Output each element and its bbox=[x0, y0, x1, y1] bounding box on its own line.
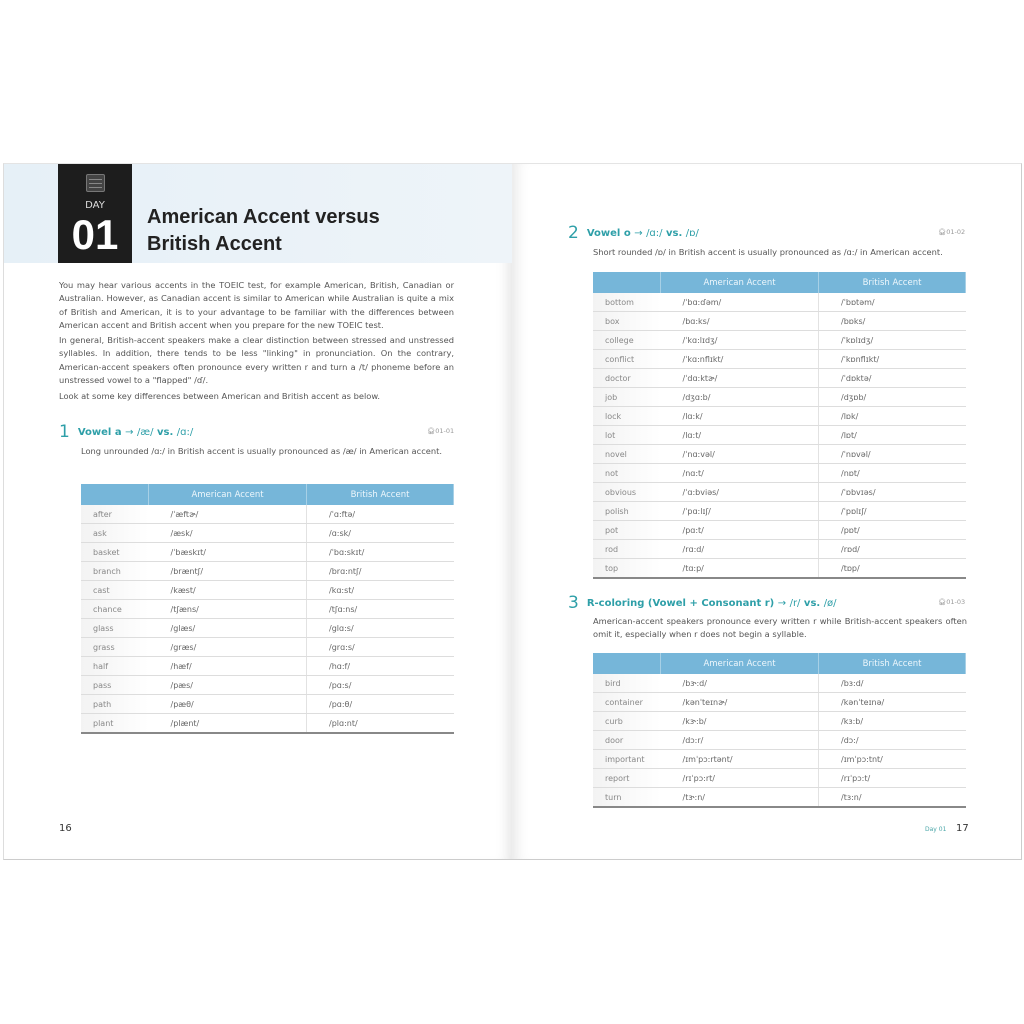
title-line-1: American Accent versus bbox=[147, 206, 380, 228]
word-cell: novel bbox=[593, 445, 661, 464]
british-ipa-cell: /rɪˈpɔ:t/ bbox=[819, 769, 966, 788]
ipa-a: /æ/ bbox=[136, 427, 154, 438]
section-number: 3 bbox=[568, 593, 579, 613]
table-row bbox=[81, 657, 454, 676]
american-ipa-cell: /lɑ:t/ bbox=[661, 426, 819, 445]
british-ipa-cell: /bɒks/ bbox=[819, 312, 966, 331]
table-row bbox=[81, 600, 454, 619]
section-title: R-coloring (Vowel + Consonant r) bbox=[586, 598, 775, 609]
word-cell: box bbox=[593, 312, 661, 331]
word-cell: grass bbox=[81, 638, 149, 657]
british-ipa-cell: /tɜ:n/ bbox=[819, 788, 966, 808]
table-row bbox=[81, 676, 454, 695]
british-ipa-cell: /lɒk/ bbox=[819, 407, 966, 426]
track-id: 01-02 bbox=[946, 228, 966, 236]
british-ipa-cell: /ˈbɒtəm/ bbox=[819, 293, 966, 312]
british-ipa-cell: /brɑ:ntʃ/ bbox=[307, 562, 454, 581]
word-cell: turn bbox=[593, 788, 661, 808]
arrow: → bbox=[634, 228, 643, 239]
table-row bbox=[593, 674, 966, 693]
british-ipa-cell: /ˈɑ:ftə/ bbox=[307, 505, 454, 524]
british-ipa-cell: /rɒd/ bbox=[819, 540, 966, 559]
word-cell: report bbox=[593, 769, 661, 788]
word-cell: basket bbox=[81, 543, 149, 562]
word-cell: container bbox=[593, 693, 661, 712]
american-ipa-cell: /pɑ:t/ bbox=[661, 521, 819, 540]
vs: vs. bbox=[156, 427, 174, 438]
american-ipa-cell: /dʒɑ:b/ bbox=[661, 388, 819, 407]
table-row bbox=[593, 788, 966, 808]
british-ipa-cell: /ˈkɒnflɪkt/ bbox=[819, 350, 966, 369]
american-ipa-cell: /ˈkɑ:nflɪkt/ bbox=[661, 350, 819, 369]
table-row bbox=[593, 521, 966, 540]
british-ipa-cell: /kənˈteɪnə/ bbox=[819, 693, 966, 712]
word-cell: pass bbox=[81, 676, 149, 695]
right-page bbox=[512, 163, 1022, 860]
section-title: Vowel o bbox=[586, 228, 631, 239]
table-row bbox=[593, 388, 966, 407]
table-row bbox=[593, 483, 966, 502]
british-ipa-cell: /glɑ:s/ bbox=[307, 619, 454, 638]
table-row bbox=[81, 543, 454, 562]
arrow: → bbox=[777, 598, 787, 609]
word-cell: important bbox=[593, 750, 661, 769]
american-ipa-cell: /ˈpɑ:lɪʃ/ bbox=[661, 502, 819, 521]
american-ipa-cell: /nɑ:t/ bbox=[661, 464, 819, 483]
word-cell: after bbox=[81, 505, 149, 524]
left-page bbox=[3, 163, 513, 860]
track-id: 01-01 bbox=[435, 427, 455, 435]
column-header: British Accent bbox=[819, 653, 966, 674]
headphones-icon: 🎧︎ bbox=[938, 228, 947, 236]
ipa-b: /ø/ bbox=[823, 598, 837, 609]
table-row bbox=[81, 695, 454, 714]
section-2-heading bbox=[568, 223, 699, 243]
word-cell: lot bbox=[593, 426, 661, 445]
table-row bbox=[81, 714, 454, 734]
accent-table-3 bbox=[593, 653, 966, 808]
table-row bbox=[593, 407, 966, 426]
american-ipa-cell: /bræntʃ/ bbox=[149, 562, 307, 581]
british-ipa-cell: /tʃɑ:ns/ bbox=[307, 600, 454, 619]
table-row bbox=[593, 426, 966, 445]
word-cell: path bbox=[81, 695, 149, 714]
american-ipa-cell: /lɑ:k/ bbox=[661, 407, 819, 426]
american-ipa-cell: /pæθ/ bbox=[149, 695, 307, 714]
american-ipa-cell: /tɝ:n/ bbox=[661, 788, 819, 808]
column-header: British Accent bbox=[307, 484, 454, 505]
table-row bbox=[593, 750, 966, 769]
page-number: 16 bbox=[59, 823, 72, 834]
section-1-description: Long unrounded /ɑ:/ in British accent is usually pronounced as /æ/ in American accent. bbox=[81, 446, 443, 456]
american-ipa-cell: /dɔ:r/ bbox=[661, 731, 819, 750]
british-ipa-cell: /lɒt/ bbox=[819, 426, 966, 445]
word-cell: plant bbox=[81, 714, 149, 734]
american-ipa-cell: /glæs/ bbox=[149, 619, 307, 638]
column-header bbox=[593, 272, 661, 293]
word-cell: half bbox=[81, 657, 149, 676]
section-title: Vowel a bbox=[77, 427, 122, 438]
table-row bbox=[593, 369, 966, 388]
table-row bbox=[593, 712, 966, 731]
table-row bbox=[593, 502, 966, 521]
table-row bbox=[593, 540, 966, 559]
american-ipa-cell: /rɪˈpɔ:rt/ bbox=[661, 769, 819, 788]
british-ipa-cell: /ˈdɒktə/ bbox=[819, 369, 966, 388]
british-ipa-cell: /tɒp/ bbox=[819, 559, 966, 579]
chapter-title bbox=[147, 204, 380, 258]
american-ipa-cell: /græs/ bbox=[149, 638, 307, 657]
ipa-b: /ɒ/ bbox=[685, 228, 699, 239]
british-ipa-cell: /dɔ:/ bbox=[819, 731, 966, 750]
section-number: 1 bbox=[59, 422, 70, 442]
american-ipa-cell: /ɪmˈpɔ:rtənt/ bbox=[661, 750, 819, 769]
american-ipa-cell: /hæf/ bbox=[149, 657, 307, 676]
british-ipa-cell: /pɑ:θ/ bbox=[307, 695, 454, 714]
british-ipa-cell: /ˈpɒlɪʃ/ bbox=[819, 502, 966, 521]
word-cell: bottom bbox=[593, 293, 661, 312]
american-ipa-cell: /plænt/ bbox=[149, 714, 307, 734]
american-ipa-cell: /bɝ:d/ bbox=[661, 674, 819, 693]
ipa-a: /r/ bbox=[789, 598, 801, 609]
american-ipa-cell: /kæst/ bbox=[149, 581, 307, 600]
column-header: American Accent bbox=[149, 484, 307, 505]
table-row bbox=[593, 769, 966, 788]
american-ipa-cell: /rɑ:d/ bbox=[661, 540, 819, 559]
column-header: American Accent bbox=[661, 653, 819, 674]
table-row bbox=[81, 581, 454, 600]
british-ipa-cell: /ˈkɒlɪdʒ/ bbox=[819, 331, 966, 350]
table-row bbox=[593, 559, 966, 579]
american-ipa-cell: /ˈæftɚ/ bbox=[149, 505, 307, 524]
headphones-icon: 🎧︎ bbox=[938, 598, 947, 606]
american-ipa-cell: /kɝ:b/ bbox=[661, 712, 819, 731]
table-row bbox=[81, 562, 454, 581]
table-row bbox=[593, 693, 966, 712]
american-ipa-cell: /pæs/ bbox=[149, 676, 307, 695]
headphones-icon: 🎧︎ bbox=[427, 427, 436, 435]
word-cell: curb bbox=[593, 712, 661, 731]
footer-day: Day 01 bbox=[925, 826, 947, 833]
ipa-b: /ɑ:/ bbox=[176, 427, 194, 438]
word-cell: branch bbox=[81, 562, 149, 581]
british-ipa-cell: /pɒt/ bbox=[819, 521, 966, 540]
word-cell: ask bbox=[81, 524, 149, 543]
ipa-a: /ɑ:/ bbox=[646, 228, 663, 239]
vs: vs. bbox=[666, 228, 683, 239]
table-row bbox=[81, 619, 454, 638]
british-ipa-cell: /pɑ:s/ bbox=[307, 676, 454, 695]
section-2-description: Short rounded /ɒ/ in British accent is usually pronounced as /ɑ:/ in American accent. bbox=[593, 247, 943, 257]
british-ipa-cell: /ˈbɑ:skɪt/ bbox=[307, 543, 454, 562]
track-id: 01-03 bbox=[946, 598, 966, 606]
british-ipa-cell: /nɒt/ bbox=[819, 464, 966, 483]
british-ipa-cell: /hɑ:f/ bbox=[307, 657, 454, 676]
word-cell: pot bbox=[593, 521, 661, 540]
word-cell: chance bbox=[81, 600, 149, 619]
accent-table-2 bbox=[593, 272, 966, 579]
intro-paragraph-3: Look at some key differences between American and British accent as below. bbox=[59, 391, 381, 401]
british-ipa-cell: /dʒɒb/ bbox=[819, 388, 966, 407]
table-row bbox=[81, 638, 454, 657]
word-cell: conflict bbox=[593, 350, 661, 369]
word-cell: not bbox=[593, 464, 661, 483]
american-ipa-cell: /tɑ:p/ bbox=[661, 559, 819, 579]
calendar-icon bbox=[86, 174, 105, 192]
word-cell: lock bbox=[593, 407, 661, 426]
section-3-heading bbox=[568, 593, 837, 613]
american-ipa-cell: /ˈbæskɪt/ bbox=[149, 543, 307, 562]
column-header bbox=[593, 653, 661, 674]
american-ipa-cell: /bɑ:ks/ bbox=[661, 312, 819, 331]
section-3-description: American-accent speakers pronounce every written r while British-accent speakers often omit it, especially when r does not begin a syllable. bbox=[593, 616, 967, 640]
day-badge bbox=[58, 164, 132, 263]
section-1-heading bbox=[59, 422, 193, 442]
american-ipa-cell: /ˈkɑ:lɪdʒ/ bbox=[661, 331, 819, 350]
audio-track-3[interactable] bbox=[938, 598, 965, 606]
british-ipa-cell: /ˈnɒvəl/ bbox=[819, 445, 966, 464]
table-row bbox=[593, 445, 966, 464]
word-cell: door bbox=[593, 731, 661, 750]
british-ipa-cell: /kɑ:st/ bbox=[307, 581, 454, 600]
accent-table-1 bbox=[81, 484, 454, 734]
word-cell: glass bbox=[81, 619, 149, 638]
british-ipa-cell: /bɜ:d/ bbox=[819, 674, 966, 693]
day-number: 01 bbox=[71, 211, 119, 258]
word-cell: college bbox=[593, 331, 661, 350]
word-cell: doctor bbox=[593, 369, 661, 388]
word-cell: polish bbox=[593, 502, 661, 521]
table-row bbox=[593, 464, 966, 483]
word-cell: bird bbox=[593, 674, 661, 693]
british-ipa-cell: /ɑ:sk/ bbox=[307, 524, 454, 543]
american-ipa-cell: /kənˈteɪnɚ/ bbox=[661, 693, 819, 712]
word-cell: obvious bbox=[593, 483, 661, 502]
british-ipa-cell: /ɪmˈpɔ:tnt/ bbox=[819, 750, 966, 769]
section-number: 2 bbox=[568, 223, 579, 243]
american-ipa-cell: /ˈdɑ:ktɚ/ bbox=[661, 369, 819, 388]
american-ipa-cell: /ˈɑ:bviəs/ bbox=[661, 483, 819, 502]
arrow: → bbox=[125, 427, 134, 438]
intro-paragraph-2: In general, British-accent speakers make a clear distinction between stressed and unstressed syllables. In addition, there tends to be less "linking" in pronunciation. On the contrary, American-accent speakers often pronounce every written r and turn a /t/ phoneme before an unstressed vowel to a "flapped" /ɗ/. bbox=[59, 335, 454, 385]
american-ipa-cell: /tʃæns/ bbox=[149, 600, 307, 619]
table-row bbox=[593, 350, 966, 369]
british-ipa-cell: /plɑ:nt/ bbox=[307, 714, 454, 734]
british-ipa-cell: /ˈɒbvɪəs/ bbox=[819, 483, 966, 502]
word-cell: rod bbox=[593, 540, 661, 559]
table-row bbox=[593, 331, 966, 350]
vs: vs. bbox=[803, 598, 821, 609]
page-number: 17 bbox=[956, 823, 969, 834]
word-cell: cast bbox=[81, 581, 149, 600]
column-header bbox=[81, 484, 149, 505]
audio-track-1[interactable] bbox=[427, 427, 454, 435]
day-label: DAY bbox=[85, 200, 105, 211]
table-row bbox=[81, 524, 454, 543]
title-line-2: British Accent bbox=[147, 233, 282, 255]
table-row bbox=[81, 505, 454, 524]
audio-track-2[interactable] bbox=[938, 228, 965, 236]
column-header: American Accent bbox=[661, 272, 819, 293]
column-header: British Accent bbox=[819, 272, 966, 293]
table-row bbox=[593, 293, 966, 312]
british-ipa-cell: /kɜ:b/ bbox=[819, 712, 966, 731]
table-row bbox=[593, 731, 966, 750]
table-header-row bbox=[81, 484, 454, 505]
table-header-row bbox=[593, 272, 966, 293]
table-header-row bbox=[593, 653, 966, 674]
american-ipa-cell: /ˈbɑ:ɗəm/ bbox=[661, 293, 819, 312]
word-cell: top bbox=[593, 559, 661, 579]
british-ipa-cell: /grɑ:s/ bbox=[307, 638, 454, 657]
word-cell: job bbox=[593, 388, 661, 407]
intro-paragraph-1: You may hear various accents in the TOEIC test, for example American, British, Canadian or Australian. However, as Canadian accent is similar to American while Australian is quite a mix of British and American, it is to your advantage to be familiar with the differences between American accent and British accent when you prepare for the new TOEIC test. bbox=[59, 280, 454, 330]
table-row bbox=[593, 312, 966, 331]
american-ipa-cell: /ˈnɑ:vəl/ bbox=[661, 445, 819, 464]
american-ipa-cell: /æsk/ bbox=[149, 524, 307, 543]
